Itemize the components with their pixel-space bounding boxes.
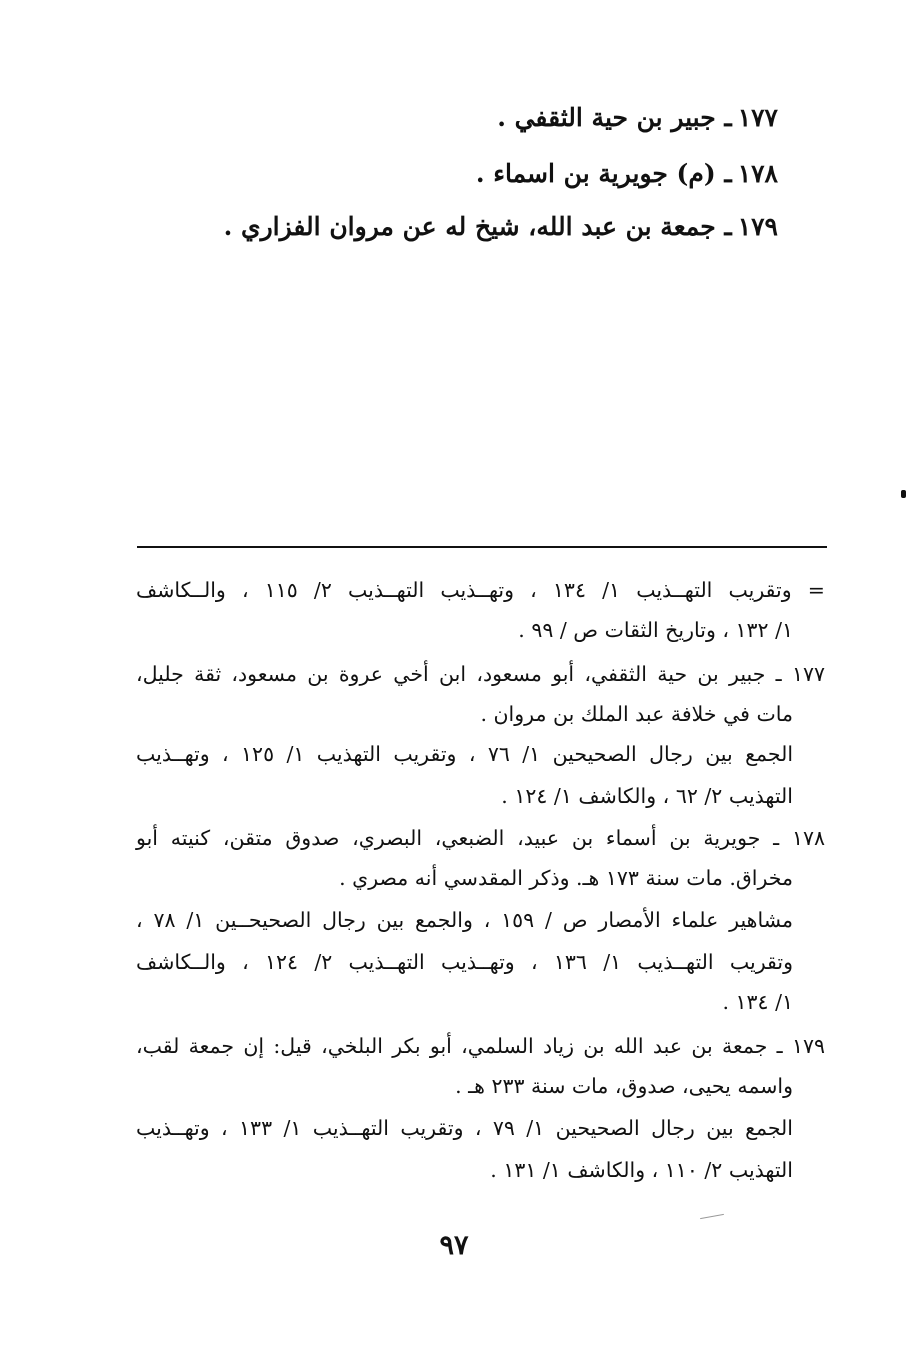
page-number: ٩٧ [439,1230,469,1261]
entry-text: جمعة بن عبد الله، شيخ له عن مروان الفزاري . [223,212,716,241]
stray-pen-mark [700,1214,724,1219]
margin-ink-dot [901,490,906,498]
footnote-177-line-3: الجمع بين رجال الصحيحين ١/ ٧٦ ، وتقريب التهذيب ١/ ١٢٥ ، وتهــذيب [136,742,794,766]
entry-dash: ـ [715,159,732,188]
entry-dash: ـ [715,103,732,132]
footnote-178-line-3: مشاهير علماء الأمصار ص / ١٥٩ ، والجمع بين رجال الصحيحــين ١/ ٧٨ ، [136,908,793,932]
footnote-177-line-1: ١٧٧ ـ جبير بن حية الثقفي، أبو مسعود، ابن أخي عروة بن مسعود، ثقة جليل، [136,662,825,686]
footnote-178-line-2: مخراق. مات سنة ١٧٣ هـ. وذكر المقدسي أنه مصري . [339,866,793,890]
footnote-178-line-4: وتقريب التهــذيب ١/ ١٣٦ ، وتهــذيب التهــذيب ٢/ ١٢٤ ، والــكاشف [136,950,793,974]
footnote-177-line-4: التهذيب ٢/ ٦٢ ، والكاشف ١/ ١٢٤ . [501,784,793,808]
main-entry-177 [497,103,778,132]
footnote-178-line-1: ١٧٨ ـ جويرية بن أسماء بن عبيد، الضبعي، البصري، صدوق متقن، كنيته أبو [136,826,825,850]
footnote-179-line-1: ١٧٩ ـ جمعة بن عبد الله بن زياد السلمي، أبو بكر البلخي، قيل: إن جمعة لقب، [136,1034,825,1058]
footnote-179-line-2: واسمه يحيى، صدوق، مات سنة ٢٣٣ هـ . [455,1074,793,1098]
footnote-177-line-2: مات في خلافة عبد الملك بن مروان . [480,702,793,726]
entry-number: ١٧٧ [737,103,778,132]
footnote-178-line-5: ١/ ١٣٤ . [722,990,793,1014]
entry-number: ١٧٩ [737,212,778,241]
footnote-179-line-3: الجمع بين رجال الصحيحين ١/ ٧٩ ، وتقريب التهــذيب ١/ ١٣٣ ، وتهــذيب [136,1116,794,1140]
entry-text: (م) جويرية بن اسماء . [475,159,716,188]
main-entry-178 [476,159,778,188]
main-entry-179 [224,212,778,241]
entry-dash: ـ [715,212,732,241]
entry-text: جبير بن حية الثقفي . [497,103,716,132]
footnote-continuation-line-2: ١/ ١٣٢ ، وتاريخ الثقات ص / ٩٩ . [518,618,793,642]
footnote-separator-rule [137,546,827,548]
footnote-continuation-line-1: = وتقريب التهــذيب ١/ ١٣٤ ، وتهــذيب التهــذيب ٢/ ١١٥ ، والــكاشف [136,578,825,602]
entry-number: ١٧٨ [737,159,778,188]
footnote-179-line-4: التهذيب ٢/ ١١٠ ، والكاشف ١/ ١٣١ . [490,1158,793,1182]
